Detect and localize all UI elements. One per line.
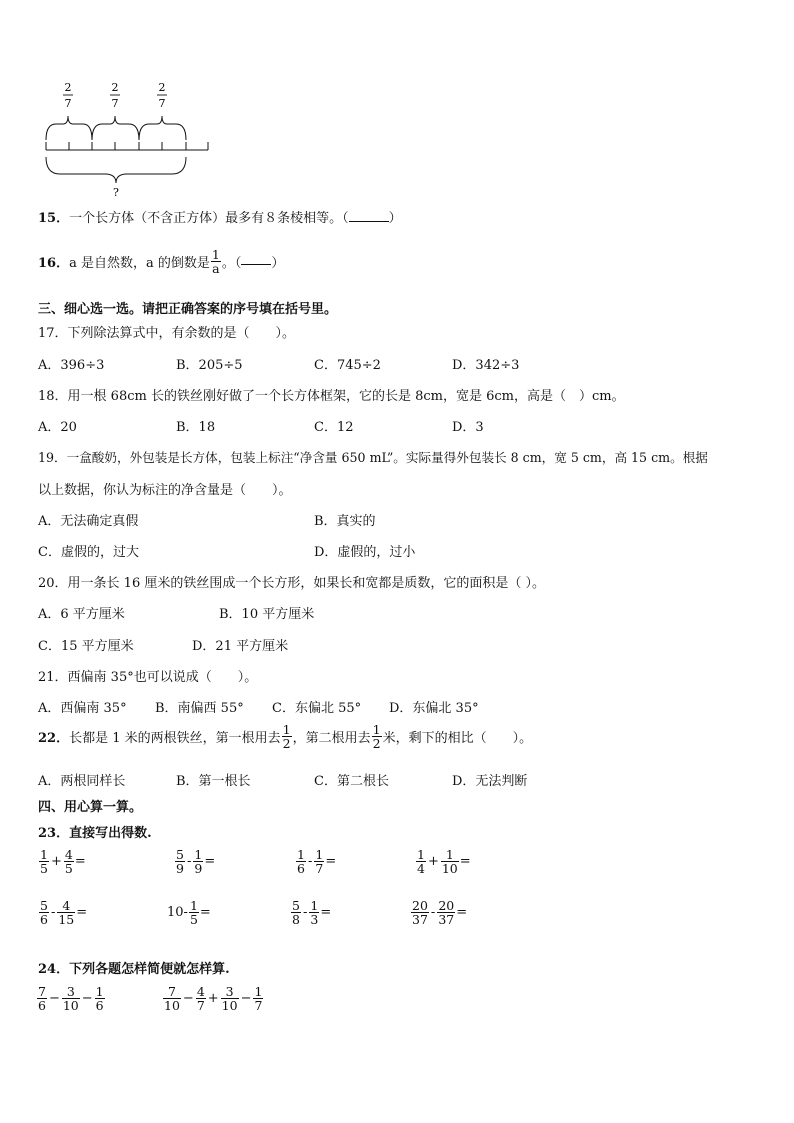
q23-expr-r2-1: $\frac{5}{6}$ - $\frac{4}{15}$ =	[40, 898, 88, 928]
q20-option-b[interactable]: B．10 平方厘米	[219, 607, 315, 622]
q17-option-d[interactable]: D．342÷3	[452, 358, 520, 373]
q23-expr-r1-1: $\frac{1}{5}$ + $\frac{4}{5}$ =	[40, 847, 86, 877]
section-4-heading: 四、用心算一算。	[38, 800, 143, 815]
svg-text:2: 2	[111, 81, 119, 94]
q22-fraction-1: $\frac{1}{2}$	[282, 722, 291, 752]
question-23-stem: 23．直接写出得数.	[38, 826, 152, 841]
q18-option-a[interactable]: A．20	[38, 420, 77, 435]
q20-option-a[interactable]: A．6 平方厘米	[38, 607, 125, 622]
q17-option-a[interactable]: A．396÷3	[38, 358, 105, 373]
q21-option-b[interactable]: B．南偏西 55°	[155, 701, 244, 716]
q22-option-b[interactable]: B．第一根长	[176, 774, 251, 789]
question-19-stem-line2: 以上数据，你认为标注的净含量是（ ）。	[38, 483, 292, 498]
q15-answer-blank[interactable]	[349, 209, 389, 222]
q21-option-d[interactable]: D．东偏北 35°	[389, 701, 479, 716]
q15-text: 一个长方体（不含正方体）最多有８条棱相等。（	[69, 211, 349, 226]
q19-option-d[interactable]: D．虚假的，过小	[314, 545, 416, 560]
svg-text:7: 7	[158, 97, 166, 110]
q22-option-a[interactable]: A．两根同样长	[38, 774, 126, 789]
svg-text:2: 2	[64, 81, 72, 94]
question-mark: ?	[113, 186, 119, 199]
q23-expr-r2-4: $\frac{20}{37}$ - $\frac{20}{37}$ =	[412, 898, 468, 928]
q23-expr-r1-2: $\frac{5}{9}$ - $\frac{1}{9}$ =	[176, 847, 216, 877]
q23-expr-r1-4: $\frac{1}{4}$ + $\frac{1}{10}$ =	[417, 847, 471, 877]
question-18-stem: 18．用一根 68cm 长的铁丝刚好做了一个长方体框架，它的长是 8cm，宽是 6cm，高是（ ）cm。	[38, 389, 625, 404]
question-24-stem: 24．下列各题怎样简便就怎样算.	[38, 962, 230, 977]
top-brace-2	[92, 116, 139, 140]
question-19-stem-line1: 19．一盒酸奶，外包装是长方体，包装上标注“净含量 650 mL”。实际量得外包装长 8 cm，宽 5 cm，高 15 cm。根据	[38, 450, 708, 465]
question-16: 16． a 是自然数，a 的倒数是 $\frac{1}{a}$ 。（ ）	[38, 247, 285, 277]
q16-answer-blank[interactable]	[241, 252, 271, 265]
q17-option-c[interactable]: C．745÷2	[314, 358, 381, 373]
q19-option-c[interactable]: C．虚假的，过大	[38, 545, 139, 560]
number-line-ticks	[46, 142, 208, 150]
question-21-stem: 21．西偏南 35°也可以说成（ ）。	[38, 670, 258, 685]
q23-expr-r2-2: 10- $\frac{1}{5}$ =	[167, 898, 211, 928]
question-17-stem: 17．下列除法算式中，有余数的是（ ）。	[38, 326, 296, 341]
q24-expr-1: $\frac{7}{6}$ − $\frac{3}{10}$ − $\frac{1}{6}$	[38, 984, 104, 1014]
q16-fraction: $\frac{1}{a}$	[211, 247, 220, 277]
q20-option-c[interactable]: C．15 平方厘米	[38, 639, 134, 654]
brace-label-1	[63, 81, 73, 110]
q21-option-c[interactable]: C．东偏北 55°	[272, 701, 362, 716]
svg-text:2: 2	[158, 81, 166, 94]
top-brace-3	[139, 116, 186, 140]
top-brace-1	[46, 116, 92, 140]
svg-text:7: 7	[111, 97, 119, 110]
brace-label-3	[157, 81, 167, 110]
q18-option-d[interactable]: D．3	[452, 420, 484, 435]
question-15: 15．一个长方体（不含正方体）最多有８条棱相等。（ ）	[38, 211, 402, 226]
brace-label-2	[110, 81, 120, 110]
svg-text:7: 7	[64, 97, 72, 110]
q23-expr-r2-3: $\frac{5}{8}$ - $\frac{1}{3}$ =	[292, 898, 332, 928]
bottom-brace	[46, 157, 186, 183]
q22-option-c[interactable]: C．第二根长	[314, 774, 389, 789]
q22-fraction-2: $\frac{1}{2}$	[372, 722, 381, 752]
question-22-stem: 22． 长都是 1 米的两根铁丝，第一根用去 $\frac{1}{2}$ ，第二根用去 $\frac{1}{2}$ 米，剩下的相比（ ）。	[38, 722, 533, 752]
question-20-stem: 20．用一条长 16 厘米的铁丝围成一个长方形，如果长和宽都是质数，它的面积是（ ）。	[38, 576, 545, 591]
q24-expr-2: $\frac{7}{10}$ − $\frac{4}{7}$ + $\frac{3}{10}$ − $\frac{1}{7}$	[164, 984, 263, 1014]
q23-expr-r1-3: $\frac{1}{6}$ - $\frac{1}{7}$ =	[297, 847, 337, 877]
section-3-heading: 三、细心选一选。请把正确答案的序号填在括号里。	[38, 302, 338, 317]
q21-option-a[interactable]: A．西偏南 35°	[38, 701, 127, 716]
q18-option-b[interactable]: B．18	[176, 420, 216, 435]
q22-option-d[interactable]: D．无法判断	[452, 774, 528, 789]
q17-option-b[interactable]: B．205÷5	[176, 358, 243, 373]
q20-option-d[interactable]: D．21 平方厘米	[192, 639, 289, 654]
q19-option-a[interactable]: A．无法确定真假	[38, 514, 139, 529]
q18-option-c[interactable]: C．12	[314, 420, 354, 435]
number-line-figure	[30, 78, 230, 203]
q19-option-b[interactable]: B．真实的	[314, 514, 376, 529]
